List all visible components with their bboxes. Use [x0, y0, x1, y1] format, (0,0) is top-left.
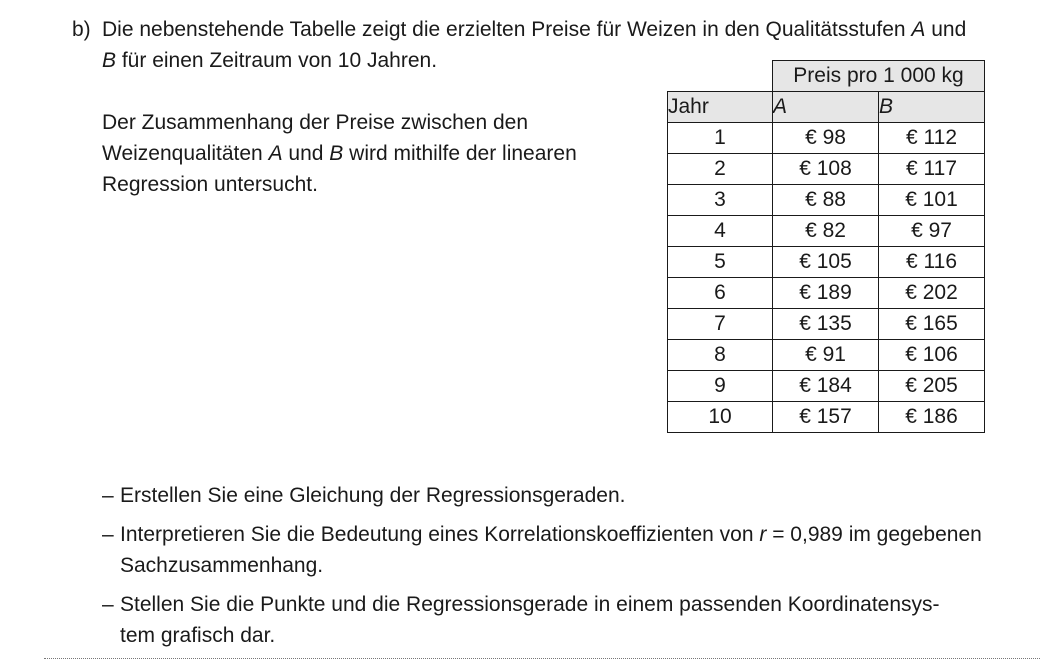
intro-post: für einen Zeitraum von 10 Jahren. — [116, 49, 438, 72]
table-row — [668, 247, 985, 278]
intro-var-b: B — [102, 49, 117, 72]
cell-price-a: € 135 — [773, 309, 879, 340]
cell-year: 8 — [668, 340, 773, 371]
cell-year: 2 — [668, 154, 773, 185]
cell-year: 3 — [668, 185, 773, 216]
task-3-line2: tem grafisch dar. — [120, 624, 276, 647]
task-item-1 — [102, 480, 1002, 511]
task-dash: – — [102, 523, 114, 546]
table-row — [668, 309, 985, 340]
cell-price-b: € 117 — [879, 154, 985, 185]
table-row — [668, 340, 985, 371]
paragraph-text — [102, 107, 642, 200]
cell-price-b: € 106 — [879, 340, 985, 371]
cell-year: 6 — [668, 278, 773, 309]
task-item-2 — [102, 519, 1002, 581]
table-header-row-2 — [668, 92, 985, 123]
task-label: b) — [72, 18, 91, 41]
price-header: Preis pro 1 000 kg — [773, 61, 985, 92]
table-row — [668, 402, 985, 433]
table-row — [668, 216, 985, 247]
cell-price-b: € 202 — [879, 278, 985, 309]
task-list — [102, 480, 1002, 659]
table-empty-corner — [668, 61, 773, 92]
col-header-a-var: A — [773, 95, 788, 118]
table-row — [668, 185, 985, 216]
table-row — [668, 371, 985, 402]
task-dash: – — [102, 484, 114, 507]
task-2-post: = 0,989 im gegebenen Sachzusammenhang. — [120, 523, 982, 577]
col-header-a — [773, 92, 879, 123]
task-1-text: Erstellen Sie eine Gleichung der Regressionsgeraden. — [120, 484, 626, 507]
task-dash: – — [102, 593, 114, 616]
cell-price-b: € 205 — [879, 371, 985, 402]
col-header-b — [879, 92, 985, 123]
para-var-b: B — [329, 142, 344, 165]
cell-price-b: € 101 — [879, 185, 985, 216]
table-row — [668, 123, 985, 154]
cell-year: 1 — [668, 123, 773, 154]
cell-price-a: € 108 — [773, 154, 879, 185]
para-pre: Der Zusammenhang der Preise zwischen den Weizenqualitäten — [102, 111, 529, 165]
intro-mid: und — [925, 18, 967, 41]
cell-year: 4 — [668, 216, 773, 247]
task-2-var: r — [759, 523, 767, 546]
cell-price-b: € 116 — [879, 247, 985, 278]
cell-price-a: € 189 — [773, 278, 879, 309]
cell-price-a: € 157 — [773, 402, 879, 433]
intro-var-a: A — [911, 18, 926, 41]
table-row — [668, 154, 985, 185]
dotted-divider — [44, 658, 1040, 659]
task-3-line1: Stellen Sie die Punkte und die Regressionsgerade in einem passenden Koordinatensys- — [120, 593, 940, 616]
cell-price-a: € 88 — [773, 185, 879, 216]
col-header-year: Jahr — [668, 92, 773, 123]
cell-year: 5 — [668, 247, 773, 278]
cell-price-a: € 82 — [773, 216, 879, 247]
price-table — [667, 60, 985, 433]
task-2-pre: Interpretieren Sie die Bedeutung eines Korrelationskoeffizienten von — [120, 523, 760, 546]
intro-pre: Die nebenstehende Tabelle zeigt die erzielten Preise für Weizen in den Qualitätsstufen — [102, 18, 912, 41]
cell-price-b: € 97 — [879, 216, 985, 247]
task-item-3 — [102, 589, 1002, 651]
cell-price-b: € 186 — [879, 402, 985, 433]
cell-price-a: € 91 — [773, 340, 879, 371]
cell-price-a: € 105 — [773, 247, 879, 278]
table-row — [668, 278, 985, 309]
cell-price-a: € 184 — [773, 371, 879, 402]
cell-price-a: € 98 — [773, 123, 879, 154]
cell-year: 9 — [668, 371, 773, 402]
table-header-row-1 — [668, 61, 985, 92]
para-var-a: A — [268, 142, 283, 165]
cell-price-b: € 165 — [879, 309, 985, 340]
cell-price-b: € 112 — [879, 123, 985, 154]
cell-year: 10 — [668, 402, 773, 433]
para-post: wird mithilfe der linearen Regression untersucht. — [102, 142, 577, 196]
para-mid: und — [282, 142, 330, 165]
cell-year: 7 — [668, 309, 773, 340]
col-header-b-var: B — [879, 95, 894, 118]
